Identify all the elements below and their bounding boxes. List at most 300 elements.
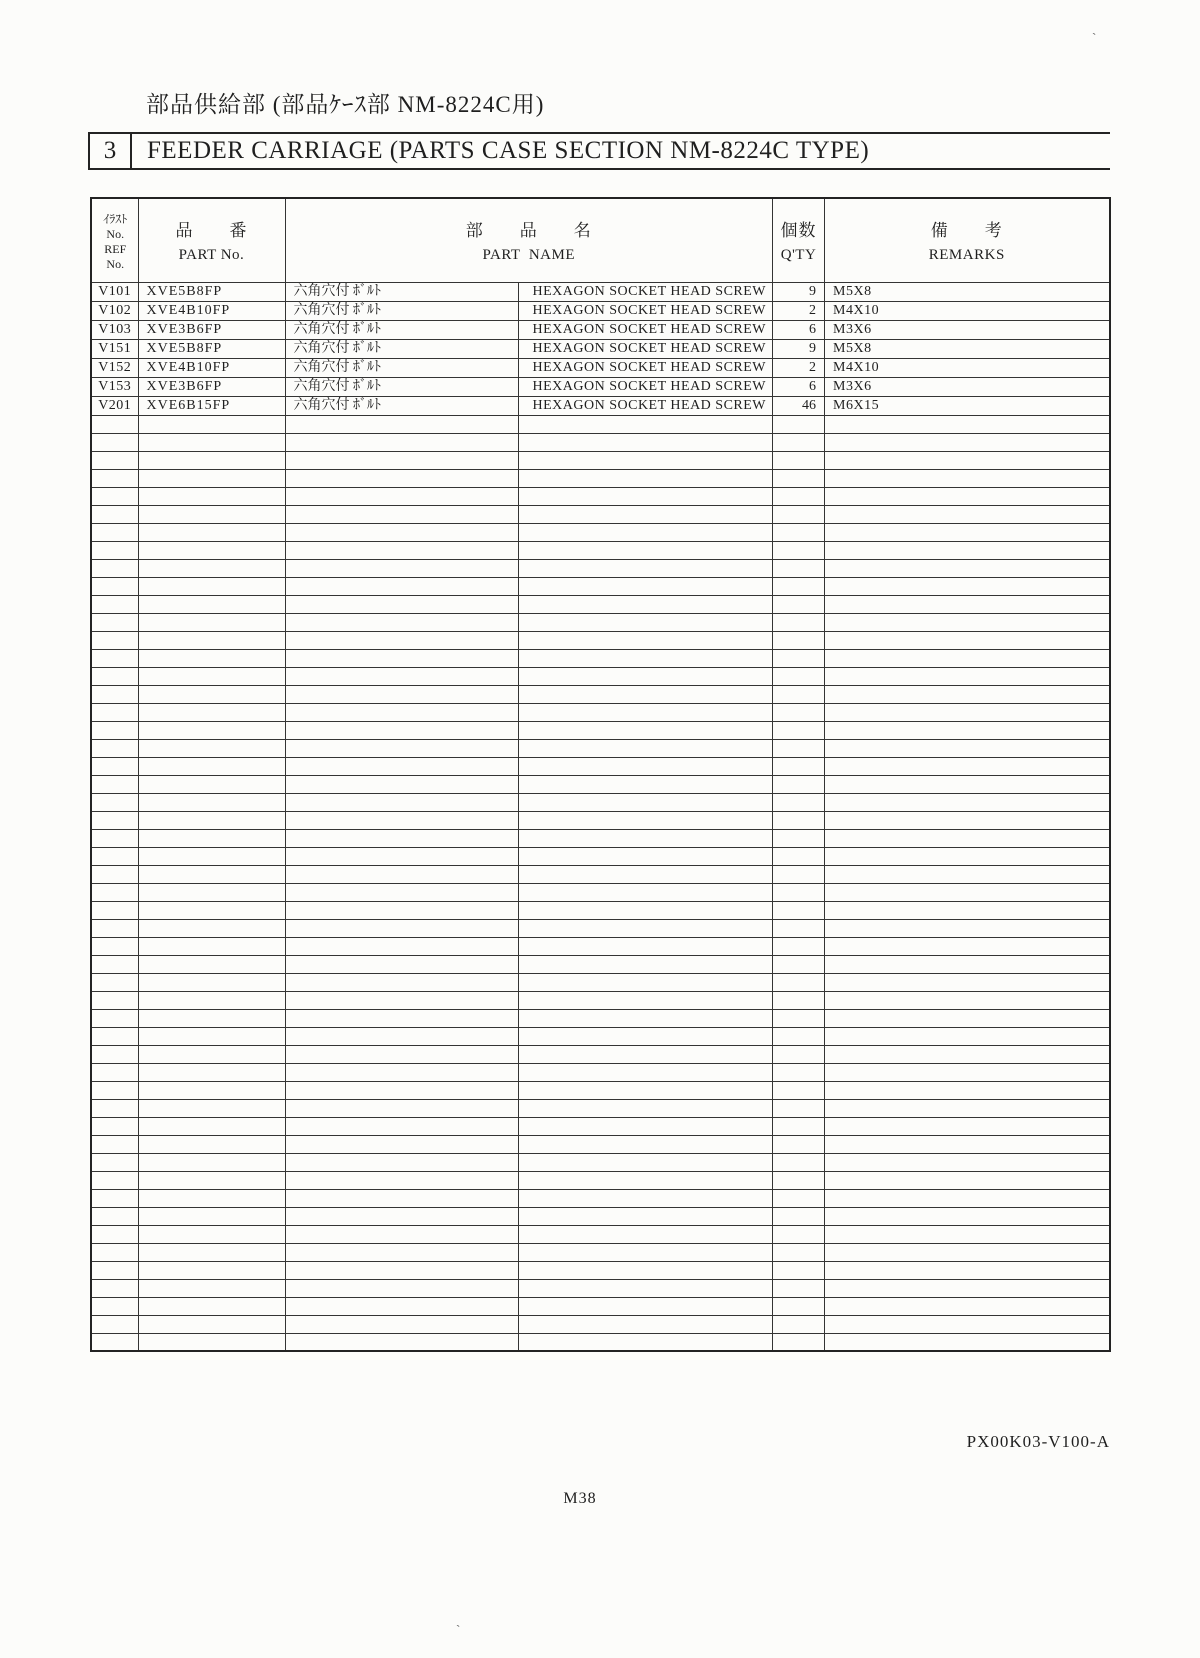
cell-part-name-en bbox=[518, 523, 773, 541]
cell-part-no: XVE4B10FP bbox=[138, 301, 285, 320]
header-part-no-en: PART No. bbox=[178, 247, 245, 264]
cell-qty bbox=[773, 577, 825, 595]
cell-part-name-en bbox=[518, 1297, 773, 1315]
cell-ref-no bbox=[91, 721, 138, 739]
cell-part-name-jp bbox=[285, 1297, 518, 1315]
page-number: M38 bbox=[563, 1490, 597, 1507]
cell-part-no bbox=[138, 1153, 285, 1171]
cell-part-no bbox=[138, 487, 285, 505]
cell-remarks bbox=[825, 469, 1110, 487]
cell-ref-no bbox=[91, 487, 138, 505]
cell-qty bbox=[773, 523, 825, 541]
cell-remarks bbox=[825, 1297, 1110, 1315]
header-row bbox=[91, 198, 1110, 282]
cell-remarks bbox=[825, 415, 1110, 433]
cell-ref-no bbox=[91, 1009, 138, 1027]
cell-remarks bbox=[825, 1333, 1110, 1351]
empty-row bbox=[91, 973, 1110, 991]
cell-part-name-jp bbox=[285, 523, 518, 541]
cell-part-name-en bbox=[518, 631, 773, 649]
cell-ref-no bbox=[91, 505, 138, 523]
cell-part-no bbox=[138, 595, 285, 613]
cell-part-name-en bbox=[518, 1207, 773, 1225]
empty-row bbox=[91, 523, 1110, 541]
cell-part-name-en bbox=[518, 1333, 773, 1351]
cell-ref-no bbox=[91, 685, 138, 703]
cell-qty bbox=[773, 469, 825, 487]
cell-part-name-en bbox=[518, 649, 773, 667]
cell-ref-no bbox=[91, 541, 138, 559]
cell-ref-no bbox=[91, 829, 138, 847]
parts-row bbox=[91, 339, 1110, 358]
cell-part-name-jp bbox=[285, 1243, 518, 1261]
cell-ref-no: V153 bbox=[91, 377, 138, 396]
cell-part-name-jp bbox=[285, 829, 518, 847]
parts-row bbox=[91, 301, 1110, 320]
header-qty-jp: 個数 bbox=[780, 221, 817, 241]
empty-row bbox=[91, 883, 1110, 901]
cell-remarks bbox=[825, 487, 1110, 505]
cell-remarks bbox=[825, 667, 1110, 685]
cell-qty: 9 bbox=[773, 339, 825, 358]
cell-part-name-en bbox=[518, 451, 773, 469]
empty-row bbox=[91, 541, 1110, 559]
cell-part-no bbox=[138, 1333, 285, 1351]
cell-qty bbox=[773, 631, 825, 649]
cell-part-no bbox=[138, 1135, 285, 1153]
cell-ref-no bbox=[91, 1189, 138, 1207]
empty-row bbox=[91, 739, 1110, 757]
empty-row bbox=[91, 1171, 1110, 1189]
header-part-name bbox=[285, 198, 773, 282]
cell-part-name-jp bbox=[285, 451, 518, 469]
cell-remarks bbox=[825, 685, 1110, 703]
cell-part-name-en bbox=[518, 469, 773, 487]
cell-part-name-en bbox=[518, 883, 773, 901]
cell-remarks bbox=[825, 991, 1110, 1009]
cell-remarks bbox=[825, 541, 1110, 559]
header-ref-line: No. bbox=[106, 226, 125, 241]
empty-row bbox=[91, 685, 1110, 703]
cell-part-no bbox=[138, 991, 285, 1009]
parts-row bbox=[91, 320, 1110, 339]
cell-qty bbox=[773, 1153, 825, 1171]
cell-part-name-en bbox=[518, 793, 773, 811]
cell-part-name-jp bbox=[285, 973, 518, 991]
cell-ref-no bbox=[91, 595, 138, 613]
cell-part-no bbox=[138, 703, 285, 721]
header-part-name-en: PART NAME bbox=[482, 247, 575, 264]
cell-remarks bbox=[825, 649, 1110, 667]
cell-qty bbox=[773, 1333, 825, 1351]
cell-ref-no bbox=[91, 955, 138, 973]
cell-part-name-jp bbox=[285, 1045, 518, 1063]
cell-part-name-jp bbox=[285, 1315, 518, 1333]
cell-part-name-en bbox=[518, 739, 773, 757]
cell-part-name-jp bbox=[285, 559, 518, 577]
cell-part-no bbox=[138, 523, 285, 541]
header-remarks bbox=[825, 198, 1110, 282]
cell-ref-no: V103 bbox=[91, 320, 138, 339]
cell-remarks bbox=[825, 1279, 1110, 1297]
empty-row bbox=[91, 1135, 1110, 1153]
empty-row bbox=[91, 433, 1110, 451]
parts-row bbox=[91, 358, 1110, 377]
cell-part-no bbox=[138, 433, 285, 451]
cell-part-name-en bbox=[518, 757, 773, 775]
cell-ref-no bbox=[91, 847, 138, 865]
cell-part-no bbox=[138, 1027, 285, 1045]
cell-qty: 6 bbox=[773, 320, 825, 339]
cell-qty bbox=[773, 739, 825, 757]
cell-qty bbox=[773, 937, 825, 955]
cell-part-name-jp bbox=[285, 703, 518, 721]
cell-part-name-en bbox=[518, 1045, 773, 1063]
cell-qty bbox=[773, 1009, 825, 1027]
cell-part-name-en bbox=[518, 937, 773, 955]
cell-ref-no bbox=[91, 757, 138, 775]
cell-ref-no bbox=[91, 1117, 138, 1135]
cell-ref-no bbox=[91, 1171, 138, 1189]
cell-part-no bbox=[138, 739, 285, 757]
cell-part-name-en bbox=[518, 487, 773, 505]
cell-part-no bbox=[138, 1045, 285, 1063]
cell-ref-no bbox=[91, 631, 138, 649]
cell-qty bbox=[773, 703, 825, 721]
cell-ref-no bbox=[91, 649, 138, 667]
cell-qty bbox=[773, 1063, 825, 1081]
cell-remarks bbox=[825, 523, 1110, 541]
empty-row bbox=[91, 1333, 1110, 1351]
cell-part-name-en: HEXAGON SOCKET HEAD SCREW bbox=[518, 301, 773, 320]
parts-row bbox=[91, 282, 1110, 301]
cell-remarks bbox=[825, 1153, 1110, 1171]
cell-part-name-jp bbox=[285, 1171, 518, 1189]
cell-part-no bbox=[138, 451, 285, 469]
empty-row bbox=[91, 793, 1110, 811]
cell-qty bbox=[773, 649, 825, 667]
cell-qty bbox=[773, 1207, 825, 1225]
cell-part-no bbox=[138, 1225, 285, 1243]
cell-part-no bbox=[138, 973, 285, 991]
empty-row bbox=[91, 955, 1110, 973]
cell-qty bbox=[773, 757, 825, 775]
cell-part-no bbox=[138, 505, 285, 523]
cell-part-name-en: HEXAGON SOCKET HEAD SCREW bbox=[518, 339, 773, 358]
cell-qty bbox=[773, 433, 825, 451]
cell-qty: 2 bbox=[773, 358, 825, 377]
cell-part-name-jp bbox=[285, 487, 518, 505]
cell-part-name-en bbox=[518, 415, 773, 433]
scan-artifact: ` bbox=[1092, 30, 1097, 45]
cell-remarks bbox=[825, 973, 1110, 991]
cell-remarks bbox=[825, 1243, 1110, 1261]
cell-ref-no bbox=[91, 523, 138, 541]
cell-part-name-en bbox=[518, 973, 773, 991]
cell-part-name-en bbox=[518, 1117, 773, 1135]
cell-qty bbox=[773, 1135, 825, 1153]
cell-part-name-en bbox=[518, 685, 773, 703]
cell-part-no bbox=[138, 1261, 285, 1279]
cell-ref-no bbox=[91, 739, 138, 757]
cell-part-no bbox=[138, 811, 285, 829]
cell-part-name-jp bbox=[285, 1279, 518, 1297]
cell-qty bbox=[773, 1171, 825, 1189]
cell-part-no bbox=[138, 649, 285, 667]
cell-ref-no bbox=[91, 433, 138, 451]
empty-row bbox=[91, 1207, 1110, 1225]
cell-part-name-en bbox=[518, 1189, 773, 1207]
header-ref-line: ｲﾗｽﾄ bbox=[103, 211, 128, 226]
cell-qty: 9 bbox=[773, 282, 825, 301]
cell-ref-no bbox=[91, 1081, 138, 1099]
empty-row bbox=[91, 1063, 1110, 1081]
empty-row bbox=[91, 829, 1110, 847]
cell-part-name-jp: 六角穴付 ﾎﾞﾙﾄ bbox=[285, 282, 518, 301]
cell-part-no: XVE6B15FP bbox=[138, 396, 285, 415]
cell-remarks bbox=[825, 1027, 1110, 1045]
cell-part-no bbox=[138, 1063, 285, 1081]
header-part-no bbox=[138, 198, 285, 282]
cell-ref-no bbox=[91, 1279, 138, 1297]
cell-remarks bbox=[825, 901, 1110, 919]
cell-part-name-en bbox=[518, 559, 773, 577]
cell-part-name-en: HEXAGON SOCKET HEAD SCREW bbox=[518, 377, 773, 396]
cell-part-name-jp bbox=[285, 1063, 518, 1081]
cell-ref-no bbox=[91, 1297, 138, 1315]
cell-part-name-en: HEXAGON SOCKET HEAD SCREW bbox=[518, 320, 773, 339]
cell-qty bbox=[773, 1225, 825, 1243]
cell-part-name-jp bbox=[285, 1207, 518, 1225]
cell-qty bbox=[773, 1081, 825, 1099]
cell-ref-no bbox=[91, 1315, 138, 1333]
cell-part-name-en bbox=[518, 1063, 773, 1081]
empty-row bbox=[91, 613, 1110, 631]
cell-part-name-jp bbox=[285, 469, 518, 487]
empty-row bbox=[91, 451, 1110, 469]
cell-qty bbox=[773, 595, 825, 613]
cell-part-no bbox=[138, 1009, 285, 1027]
cell-part-no bbox=[138, 829, 285, 847]
cell-part-no bbox=[138, 1279, 285, 1297]
cell-part-name-en bbox=[518, 1243, 773, 1261]
cell-qty bbox=[773, 991, 825, 1009]
cell-remarks bbox=[825, 793, 1110, 811]
cell-part-name-jp bbox=[285, 505, 518, 523]
cell-ref-no bbox=[91, 1135, 138, 1153]
cell-part-name-en bbox=[518, 901, 773, 919]
cell-qty bbox=[773, 721, 825, 739]
header-part-no-jp: 品 番 bbox=[175, 221, 248, 241]
empty-row bbox=[91, 901, 1110, 919]
cell-part-name-jp bbox=[285, 649, 518, 667]
cell-qty bbox=[773, 1099, 825, 1117]
header-remarks-en: REMARKS bbox=[928, 247, 1005, 264]
cell-part-name-jp bbox=[285, 793, 518, 811]
cell-qty bbox=[773, 415, 825, 433]
cell-qty bbox=[773, 541, 825, 559]
empty-row bbox=[91, 1099, 1110, 1117]
title-japanese: 部品供給部 (部品ｹｰｽ部 NM-8224C用) bbox=[146, 92, 545, 117]
cell-ref-no: V201 bbox=[91, 396, 138, 415]
cell-part-name-jp bbox=[285, 1333, 518, 1351]
cell-qty bbox=[773, 1297, 825, 1315]
cell-remarks bbox=[825, 631, 1110, 649]
cell-ref-no bbox=[91, 577, 138, 595]
cell-ref-no bbox=[91, 703, 138, 721]
empty-row bbox=[91, 505, 1110, 523]
cell-qty bbox=[773, 811, 825, 829]
cell-part-no bbox=[138, 577, 285, 595]
cell-part-name-jp bbox=[285, 757, 518, 775]
empty-row bbox=[91, 667, 1110, 685]
cell-ref-no bbox=[91, 1207, 138, 1225]
section-number-box bbox=[88, 134, 132, 168]
cell-part-no: XVE5B8FP bbox=[138, 339, 285, 358]
cell-part-name-jp bbox=[285, 901, 518, 919]
cell-part-name-jp bbox=[285, 595, 518, 613]
cell-part-name-jp bbox=[285, 541, 518, 559]
cell-remarks bbox=[825, 613, 1110, 631]
cell-qty bbox=[773, 775, 825, 793]
cell-remarks bbox=[825, 1135, 1110, 1153]
empty-row bbox=[91, 757, 1110, 775]
cell-part-name-jp bbox=[285, 1009, 518, 1027]
cell-part-name-jp bbox=[285, 631, 518, 649]
cell-remarks bbox=[825, 1315, 1110, 1333]
cell-remarks bbox=[825, 1081, 1110, 1099]
cell-part-name-jp bbox=[285, 1225, 518, 1243]
cell-part-no bbox=[138, 1171, 285, 1189]
cell-ref-no bbox=[91, 559, 138, 577]
cell-part-name-jp bbox=[285, 667, 518, 685]
cell-part-name-en bbox=[518, 955, 773, 973]
cell-ref-no bbox=[91, 1153, 138, 1171]
cell-ref-no bbox=[91, 883, 138, 901]
cell-ref-no bbox=[91, 1333, 138, 1351]
cell-ref-no bbox=[91, 451, 138, 469]
empty-row bbox=[91, 703, 1110, 721]
cell-remarks bbox=[825, 937, 1110, 955]
cell-part-no bbox=[138, 757, 285, 775]
cell-remarks: M4X10 bbox=[825, 301, 1110, 320]
cell-qty bbox=[773, 829, 825, 847]
cell-part-name-en bbox=[518, 829, 773, 847]
cell-ref-no bbox=[91, 613, 138, 631]
cell-ref-no bbox=[91, 901, 138, 919]
scan-artifact: ` bbox=[456, 1622, 461, 1637]
cell-part-name-jp bbox=[285, 847, 518, 865]
cell-qty bbox=[773, 451, 825, 469]
empty-row bbox=[91, 559, 1110, 577]
cell-part-name-jp: 六角穴付 ﾎﾞﾙﾄ bbox=[285, 396, 518, 415]
cell-part-no bbox=[138, 865, 285, 883]
cell-remarks bbox=[825, 811, 1110, 829]
empty-row bbox=[91, 469, 1110, 487]
empty-row bbox=[91, 991, 1110, 1009]
empty-row bbox=[91, 631, 1110, 649]
cell-part-name-en bbox=[518, 865, 773, 883]
cell-part-name-jp bbox=[285, 865, 518, 883]
cell-remarks: M6X15 bbox=[825, 396, 1110, 415]
cell-part-no bbox=[138, 1207, 285, 1225]
cell-remarks bbox=[825, 703, 1110, 721]
cell-ref-no bbox=[91, 415, 138, 433]
cell-remarks bbox=[825, 721, 1110, 739]
cell-remarks bbox=[825, 919, 1110, 937]
cell-qty bbox=[773, 685, 825, 703]
empty-row bbox=[91, 721, 1110, 739]
empty-row bbox=[91, 1189, 1110, 1207]
cell-part-no bbox=[138, 1189, 285, 1207]
cell-part-name-jp bbox=[285, 1261, 518, 1279]
cell-part-name-jp bbox=[285, 1099, 518, 1117]
cell-qty bbox=[773, 865, 825, 883]
cell-part-name-en: HEXAGON SOCKET HEAD SCREW bbox=[518, 396, 773, 415]
cell-ref-no bbox=[91, 667, 138, 685]
parts-row bbox=[91, 396, 1110, 415]
cell-part-name-jp bbox=[285, 1081, 518, 1099]
cell-ref-no bbox=[91, 1063, 138, 1081]
cell-part-name-jp bbox=[285, 1027, 518, 1045]
cell-part-name-en bbox=[518, 613, 773, 631]
cell-part-no bbox=[138, 1297, 285, 1315]
cell-part-no bbox=[138, 847, 285, 865]
parts-row bbox=[91, 377, 1110, 396]
cell-part-name-jp bbox=[285, 775, 518, 793]
cell-part-no: XVE4B10FP bbox=[138, 358, 285, 377]
cell-ref-no bbox=[91, 1099, 138, 1117]
cell-part-no: XVE3B6FP bbox=[138, 377, 285, 396]
cell-part-name-jp bbox=[285, 1153, 518, 1171]
cell-qty bbox=[773, 1117, 825, 1135]
cell-part-name-jp: 六角穴付 ﾎﾞﾙﾄ bbox=[285, 377, 518, 396]
cell-remarks bbox=[825, 595, 1110, 613]
cell-remarks: M5X8 bbox=[825, 339, 1110, 358]
cell-part-no bbox=[138, 559, 285, 577]
cell-ref-no bbox=[91, 469, 138, 487]
cell-part-name-jp bbox=[285, 721, 518, 739]
cell-remarks bbox=[825, 883, 1110, 901]
cell-part-name-jp bbox=[285, 433, 518, 451]
empty-row bbox=[91, 1315, 1110, 1333]
cell-part-name-en bbox=[518, 541, 773, 559]
cell-part-name-en bbox=[518, 1225, 773, 1243]
empty-row bbox=[91, 1027, 1110, 1045]
cell-remarks bbox=[825, 1189, 1110, 1207]
empty-row bbox=[91, 1225, 1110, 1243]
cell-part-name-en: HEXAGON SOCKET HEAD SCREW bbox=[518, 282, 773, 301]
cell-remarks bbox=[825, 1099, 1110, 1117]
cell-ref-no bbox=[91, 919, 138, 937]
cell-qty bbox=[773, 847, 825, 865]
cell-ref-no bbox=[91, 1261, 138, 1279]
cell-qty bbox=[773, 955, 825, 973]
header-qty-en: Q'TY bbox=[780, 247, 817, 264]
cell-part-name-en bbox=[518, 1261, 773, 1279]
cell-part-name-jp bbox=[285, 1189, 518, 1207]
cell-part-name-en bbox=[518, 1315, 773, 1333]
cell-part-name-jp: 六角穴付 ﾎﾞﾙﾄ bbox=[285, 301, 518, 320]
cell-part-name-en bbox=[518, 811, 773, 829]
cell-part-name-en bbox=[518, 721, 773, 739]
cell-part-name-en: HEXAGON SOCKET HEAD SCREW bbox=[518, 358, 773, 377]
cell-part-name-en bbox=[518, 1153, 773, 1171]
cell-part-name-jp bbox=[285, 1135, 518, 1153]
cell-part-name-en bbox=[518, 1135, 773, 1153]
cell-remarks: M3X6 bbox=[825, 320, 1110, 339]
cell-part-name-jp bbox=[285, 1117, 518, 1135]
